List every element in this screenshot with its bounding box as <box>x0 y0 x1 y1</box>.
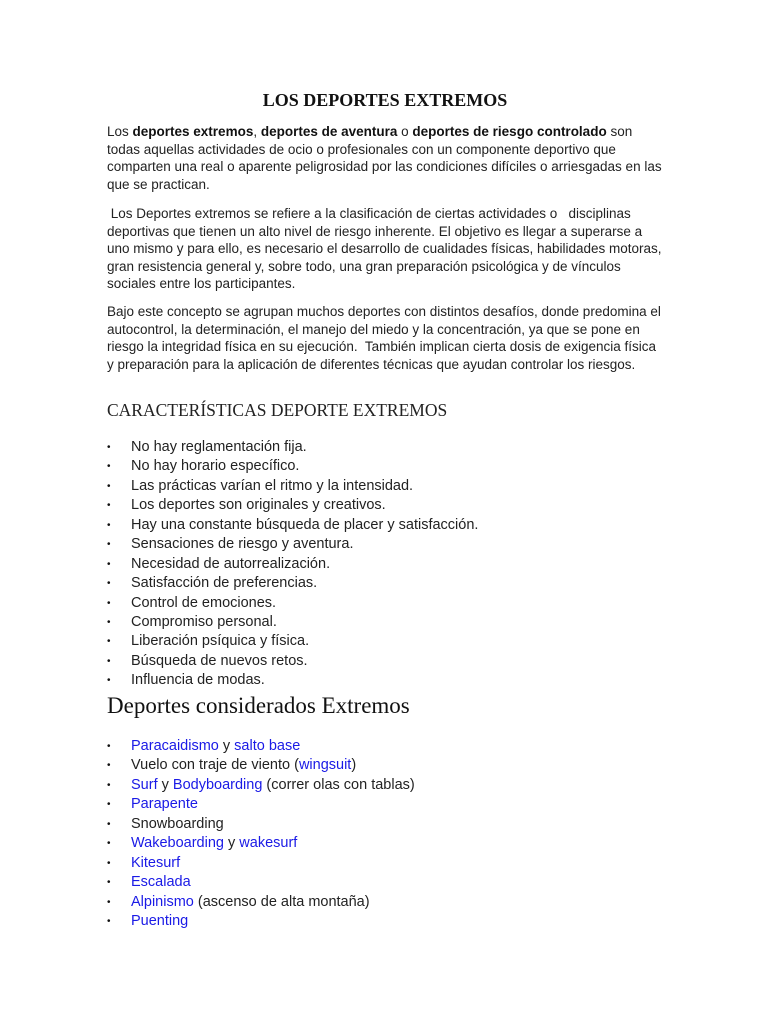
bullet-icon: • <box>107 655 111 667</box>
link-wingsuit[interactable]: wingsuit <box>298 757 352 774</box>
bullet-icon: • <box>107 519 111 531</box>
document-title: LOS DEPORTES EXTREMOS <box>262 90 508 110</box>
bullet-icon: • <box>107 480 111 492</box>
list-item <box>107 815 663 834</box>
list-item <box>107 555 663 574</box>
list-item-text: No hay horario específico. <box>131 458 300 475</box>
list-item <box>107 854 663 873</box>
bullet-icon: • <box>107 915 111 927</box>
link-wakeboarding[interactable]: Wakeboarding <box>131 835 224 852</box>
list-item <box>107 594 663 613</box>
bullet-icon: • <box>107 597 111 609</box>
joiner-text: y <box>223 835 240 852</box>
list-item-text: Vuelo con traje de viento ( <box>131 757 299 774</box>
joiner-text: y <box>157 776 173 793</box>
suffix-text: ) <box>351 757 357 774</box>
list-item-text: No hay reglamentación fija. <box>131 439 307 455</box>
link-puenting[interactable]: Puenting <box>131 912 189 929</box>
list-item-text: Liberación psíquica y física. <box>131 633 310 650</box>
link-bodyboarding[interactable]: Bodyboarding <box>172 776 263 793</box>
link-salto-base[interactable]: salto base <box>234 738 301 754</box>
list-item <box>107 477 663 496</box>
bullet-icon: • <box>107 760 111 772</box>
link-wakesurf[interactable]: wakesurf <box>239 835 298 852</box>
bullet-icon: • <box>107 578 111 590</box>
term-deportes-extremos: deportes extremos <box>132 124 254 139</box>
bullet-icon: • <box>107 741 111 752</box>
list-item <box>107 912 663 931</box>
list-item-text: Necesidad de autorrealización. <box>131 555 331 572</box>
link-paracaidismo[interactable]: Paracaidismo <box>131 738 219 754</box>
list-item <box>107 834 663 853</box>
definition-paragraph: Los Deportes extremos se refiere a la clasificación de ciertas actividades o disciplinas deportivas que tienen un alto nivel de riesgo inherente. El objetivo es llegar a superarse a uno mismo y para ello, es necesario el desarrollo de cualidades físicas, habilidades motoras, gran resistencia general y, sobre todo, una gran preparación psicológica y de vínculos sociales entre los participantes. <box>107 206 666 292</box>
bullet-icon: • <box>107 896 111 908</box>
list-item <box>107 737 663 756</box>
list-item-text: Sensaciones de riesgo y aventura. <box>131 536 354 553</box>
list-item <box>107 496 663 515</box>
list-item <box>107 613 663 632</box>
list-item-text: Búsqueda de nuevos retos. <box>131 652 308 669</box>
characteristics-heading: CARACTERÍSTICAS DEPORTE EXTREMOS <box>107 400 448 420</box>
list-item <box>107 671 663 690</box>
suffix-text: (ascenso de alta montaña) <box>193 893 370 910</box>
list-item <box>107 438 663 457</box>
sports-list <box>107 737 663 931</box>
bullet-icon: • <box>107 818 111 830</box>
list-item-text: Compromiso personal. <box>131 613 277 630</box>
list-item <box>107 756 663 775</box>
bullet-icon: • <box>107 636 111 648</box>
bullet-icon: • <box>107 500 111 512</box>
list-item-text: Los deportes son originales y creativos. <box>131 497 386 514</box>
list-item <box>107 873 663 892</box>
link-surf[interactable]: Surf <box>131 776 158 793</box>
bullet-icon: • <box>107 442 111 453</box>
list-item <box>107 893 663 912</box>
bullet-icon: • <box>107 779 111 791</box>
intro-sep1: , <box>253 124 261 139</box>
list-item <box>107 574 663 593</box>
list-item <box>107 516 663 535</box>
bullet-icon: • <box>107 857 111 869</box>
list-item-text: Hay una constante búsqueda de placer y satisfacción. <box>131 516 479 533</box>
list-item-text: Control de emociones. <box>131 594 277 611</box>
list-item-text: Las prácticas varían el ritmo y la intensidad. <box>131 477 414 494</box>
list-item <box>107 776 663 795</box>
list-item <box>107 535 663 554</box>
suffix-text: (correr olas con tablas) <box>262 776 415 793</box>
bullet-icon: • <box>107 877 111 889</box>
term-deportes-aventura: deportes de aventura <box>260 124 398 139</box>
link-alpinismo[interactable]: Alpinismo <box>131 893 194 910</box>
sports-heading: Deportes considerados Extremos <box>107 693 410 718</box>
link-kitesurf[interactable]: Kitesurf <box>131 854 181 871</box>
intro-prefix: Los <box>107 124 133 139</box>
list-item-text: Satisfacción de preferencias. <box>131 575 318 592</box>
bullet-icon: • <box>107 539 111 551</box>
list-item <box>107 652 663 671</box>
list-item <box>107 457 663 476</box>
intro-paragraph <box>107 123 663 193</box>
bullet-icon: • <box>107 616 111 628</box>
link-parapente[interactable]: Parapente <box>131 796 198 813</box>
list-item-text: Influencia de modas. <box>131 672 265 689</box>
list-item <box>107 795 663 814</box>
bullet-icon: • <box>107 838 111 850</box>
concept-paragraph: Bajo este concepto se agrupan muchos deportes con distintos desafíos, donde predomina el autocontrol, la determinación, el manejo del miedo y la concentración, ya que se pone en riesgo la integridad física en su ejecución. También implican cierta dosis de exigencia física y preparación para la aplicación de diferentes técnicas que ayudan controlar los riesgos. <box>107 304 665 372</box>
intro-rest: son todas aquellas actividades de ocio o profesionales con un componente deportivo que comparten una real o aparente peligrosidad por las condiciones difíciles o arriesgadas en las que se practican. <box>107 124 662 192</box>
bullet-icon: • <box>107 675 111 687</box>
term-riesgo-controlado: deportes de riesgo controlado <box>412 124 607 139</box>
list-item <box>107 632 663 651</box>
intro-sep2: o <box>397 124 413 139</box>
characteristics-list <box>107 438 663 691</box>
link-escalada[interactable]: Escalada <box>131 874 191 891</box>
bullet-icon: • <box>107 461 111 473</box>
bullet-icon: • <box>107 799 111 811</box>
bullet-icon: • <box>107 558 111 570</box>
joiner-text: y <box>218 738 235 754</box>
list-item-text: Snowboarding <box>131 815 224 832</box>
